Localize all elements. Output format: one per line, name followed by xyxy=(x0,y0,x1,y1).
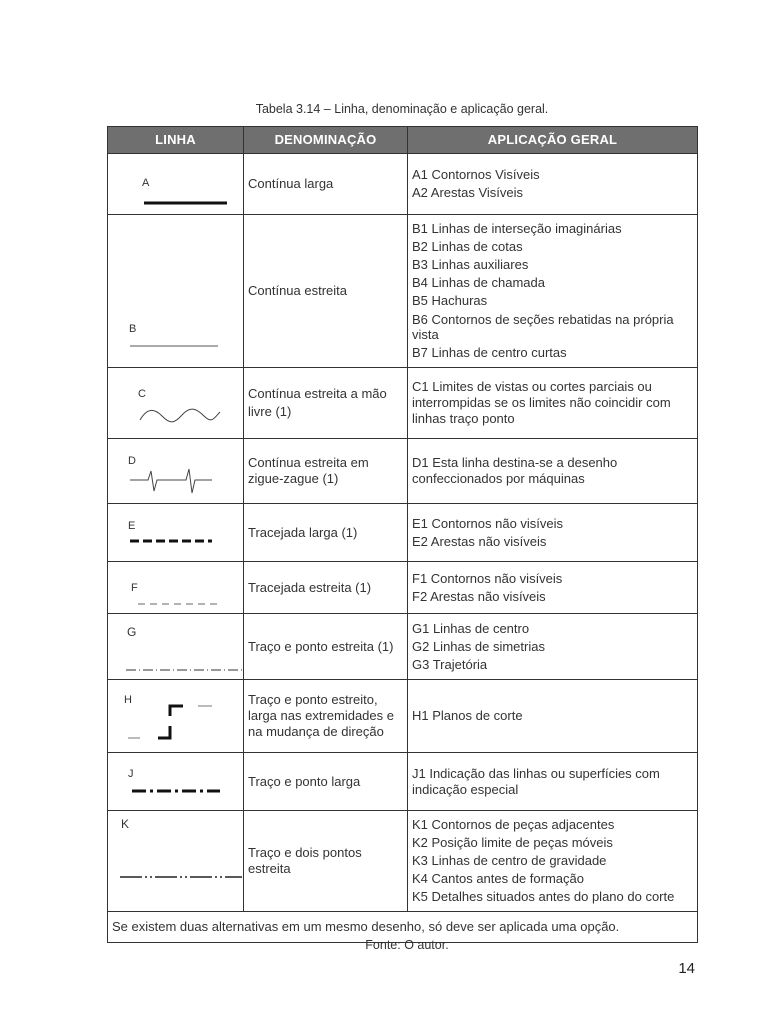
line-letter-b: B xyxy=(129,323,137,335)
line-sample-j xyxy=(108,753,244,811)
line-letter-e: E xyxy=(128,520,136,532)
table-header-row xyxy=(108,127,698,154)
denominacao-b: Contínua estreita xyxy=(244,215,408,368)
line-sample-c xyxy=(108,368,244,439)
line-letter-g: G xyxy=(127,625,137,639)
table-row-g xyxy=(108,614,698,680)
aplicacao-a: A1 Contornos Visíveis A2 Arestas Visíveis xyxy=(408,154,698,215)
table-row-b xyxy=(108,215,698,368)
aplicacao-b: B1 Linhas de interseção imaginárias B2 Linhas de cotas B3 Linhas auxiliares B4 Linhas de chamada B5 Hachuras B6 Contornos de seções rebatidas na própria vista B7 Linhas de centro curtas xyxy=(408,215,698,368)
line-letter-h: H xyxy=(124,694,132,706)
line-sample-g xyxy=(108,614,244,680)
header-linha: LINHA xyxy=(108,127,244,154)
page-number: 14 xyxy=(678,960,695,977)
line-letter-j: J xyxy=(128,768,134,780)
freehand-line xyxy=(140,409,220,422)
line-sample-e xyxy=(108,504,244,562)
denominacao-h: Traço e ponto estreito, larga nas extremidades e na mudança de direção xyxy=(244,680,408,753)
aplicacao-h: H1 Planos de corte xyxy=(408,680,698,753)
table-caption: Tabela 3.14 – Linha, denominação e aplicação geral. xyxy=(255,102,549,116)
line-letter-f: F xyxy=(131,582,138,594)
cutting-plane-line xyxy=(128,706,212,738)
table-row-f xyxy=(108,562,698,614)
table-row-h xyxy=(108,680,698,753)
table-row-k xyxy=(108,811,698,912)
aplicacao-e: E1 Contornos não visíveis E2 Arestas não visíveis xyxy=(408,504,698,562)
aplicacao-f: F1 Contornos não visíveis F2 Arestas não visíveis xyxy=(408,562,698,614)
aplicacao-k: K1 Contornos de peças adjacentes K2 Posição limite de peças móveis K3 Linhas de centro de gravidade K4 Cantos antes de formação K5 Detalhes situados antes do plano do corte xyxy=(408,811,698,912)
line-letter-d: D xyxy=(128,455,136,467)
table-row-e xyxy=(108,504,698,562)
table-source: Fonte: O autor. xyxy=(365,938,449,952)
line-letter-k: K xyxy=(121,817,130,831)
table-row-j xyxy=(108,753,698,811)
table-footnote: Se existem duas alternativas em um mesmo desenho, só deve ser aplicada uma opção. xyxy=(108,912,698,943)
aplicacao-d: D1 Esta linha destina-se a desenho confeccionados por máquinas xyxy=(408,439,698,504)
line-sample-k xyxy=(108,811,244,912)
denominacao-a: Contínua larga xyxy=(244,154,408,215)
line-types-table xyxy=(107,126,698,943)
line-letter-a: A xyxy=(142,177,150,189)
denominacao-j: Traço e ponto larga xyxy=(244,753,408,811)
denominacao-e: Tracejada larga (1) xyxy=(244,504,408,562)
table-row-c xyxy=(108,368,698,439)
line-sample-d xyxy=(108,439,244,504)
line-letter-c: C xyxy=(138,388,146,400)
line-sample-a xyxy=(108,154,244,215)
table-row-d xyxy=(108,439,698,504)
aplicacao-j: J1 Indicação das linhas ou superfícies com indicação especial xyxy=(408,753,698,811)
denominacao-d: Contínua estreita em zigue-zague (1) xyxy=(244,439,408,504)
aplicacao-g: G1 Linhas de centro G2 Linhas de simetrias G3 Trajetória xyxy=(408,614,698,680)
header-denominacao: DENOMINAÇÃO xyxy=(244,127,408,154)
line-sample-h xyxy=(108,680,244,753)
table-row-a xyxy=(108,154,698,215)
denominacao-f: Tracejada estreita (1) xyxy=(244,562,408,614)
line-sample-f xyxy=(108,562,244,614)
header-aplicacao: APLICAÇÃO GERAL xyxy=(408,127,698,154)
line-sample-b xyxy=(108,215,244,368)
denominacao-g: Traço e ponto estreita (1) xyxy=(244,614,408,680)
zigzag-line xyxy=(130,469,212,493)
denominacao-k: Traço e dois pontos estreita xyxy=(244,811,408,912)
aplicacao-c: C1 Limites de vistas ou cortes parciais ou interrompidas se os limites não coincidir com linhas traço ponto xyxy=(408,368,698,439)
denominacao-c: Contínua estreita a mão livre (1) xyxy=(244,368,408,439)
